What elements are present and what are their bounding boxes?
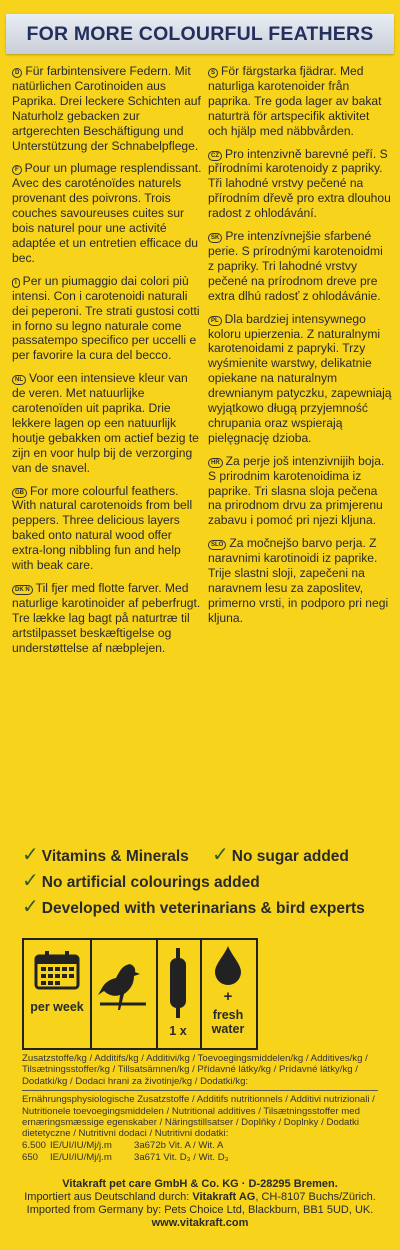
language-badge: D	[12, 68, 22, 78]
language-badge: PL	[208, 316, 222, 326]
import-ch-company: Vitakraft AG	[192, 1191, 256, 1203]
language-badge: CZ	[208, 151, 222, 161]
vitamin-row	[22, 1140, 378, 1152]
water-drop-icon	[213, 946, 243, 986]
check-label: Vitamins & Minerals	[41, 848, 189, 865]
description-text: Pre intenzívnejšie sfarbené perie. S prírodnými karotenoidmi z papriky. Tri lahodné vrstvy pečené na prírodnom dreve pre extra dlhú radosť z ohlodávánie.	[208, 229, 383, 303]
fresh-water-label: fresh water	[211, 1008, 245, 1036]
description-text: Za perje još intenzivnijih boja. S prirodnim karotenoidima iz paprike. Tri slasna sloja pečena na prirodnom drvu za primjerenu zabavu i pomoć pri njezi kljuna.	[208, 453, 385, 528]
description-text: Za močnejšo barvo perja. Z naravnimi karotinoidi iz paprike. Trije slastni sloji, zapečeni na naravnem lesu za zaposlitev, primerno vrsti, in podporo pri negi kljuna.	[208, 536, 389, 625]
description-text: Voor een intensieve kleur van de veren. Met natuurlijke carotenoïden uit paprika. Drie lekkere lagen op een natuurlijk houtje gebakken om actief bezig te zijn en voor hulp bij de verzorging van de snavel.	[12, 371, 199, 475]
description-text: For more colourful feathers. With natural carotenoids from bell peppers. Three delicious layers baked onto natural wood offer extra-long nibbling fun and help with beak care.	[12, 483, 193, 573]
text-block-sk	[208, 229, 392, 304]
description-text: Per un piumaggio dai colori più intensi. Con i carotenoidi naturali dei peperoni. Tre strati gustosi cotti in forno su legno naturale come passatempo specifico per uccelli e per favorire la cura del becco.	[12, 273, 200, 363]
description-text: Für farbintensivere Federn. Mit natürlichen Carotinoiden aus Paprika. Drei leckere Schichten auf Naturholz gebacken zur artgerechten Beschäftigung und Unterstützung der Schnabelpflege.	[12, 64, 201, 153]
language-badge: I	[12, 278, 20, 288]
vitamin-row	[22, 1152, 378, 1164]
language-badge: F	[12, 165, 22, 175]
left-column	[12, 64, 202, 664]
header-banner	[6, 14, 394, 54]
text-block-hr	[208, 454, 392, 529]
language-badge: SK	[208, 233, 222, 243]
bird-icon	[98, 958, 148, 1022]
text-block-slo	[208, 536, 392, 625]
cell-bird	[90, 940, 158, 1048]
feeding-icons-panel	[22, 938, 258, 1050]
nutritional-heading: Ernährungsphysiologische Zusatzstoffe / Additifs nutritionnels / Additivi nutrizionali / Nutritionele toevoegingsmiddelen / Nutritional additives / Tilsætningsstoffer med ernæringsmæssige egenskaber / Näringstillsatser / Doplňky / Doplnky / Dodatki dietetyczne / Nutritivni dodaci / Nutritivni dodatki:	[22, 1094, 375, 1140]
right-column	[208, 64, 392, 634]
text-block-nl	[12, 371, 202, 475]
stick-icon	[168, 948, 188, 1018]
vitamin-unit: IE/UI/IU/Mj/j.m	[50, 1151, 112, 1163]
check-no-colourings	[22, 868, 260, 893]
text-block-gb	[12, 484, 202, 573]
description-text: Pour un plumage resplendissant. Avec des caroténoïdes naturels provenant des poivrons. Trois couches savoureuses cuites sur bois naturel pour une activité adaptée et un entretien efficace du bec.	[12, 161, 202, 265]
checkmark-icon: ✓	[212, 844, 229, 866]
checkmark-icon: ✓	[22, 896, 39, 918]
description-text: Pro intenzivně barevné peří. S přírodními karotenoidy z papriky. Tři lahodné vrstvy pečené na přírodním dřevě pro extra dlouhou radost z ohlodávání.	[208, 146, 391, 221]
text-block-dk-n	[12, 581, 202, 656]
vitamin-code: 3a671 Vit. D₃ / Wit. D₃	[134, 1151, 229, 1163]
additives-section	[22, 1053, 378, 1164]
check-developed	[22, 894, 365, 919]
import-ch-suffix: , CH-8107 Buchs/Zürich.	[255, 1191, 376, 1203]
language-badge: HR	[208, 458, 223, 468]
language-badge: NL	[12, 375, 26, 385]
check-label: No artificial colourings added	[41, 874, 260, 891]
language-badge: DK N	[12, 585, 33, 595]
description-text: Dla bardziej intensywnego koloru upierzenia. Z naturalnymi karotenoidami z papryki. Trzy wyśmienite warstwy, delikatnie opiekane na naturalnym drewnianym patyczku, zapewniają wyjątkowo długą przyjemność chrupania oraz wspierają pielęgnację dzioba.	[208, 311, 392, 445]
vitamin-amount: 6.500	[22, 1139, 47, 1151]
checkmark-icon: ✓	[22, 844, 39, 866]
description-text: För färgstarka fjädrar. Med naturliga karotenoider från paprika. Tre goda lager av bakat naturträ för artspecifik aktivitet och hjälp med näbbvården.	[208, 64, 382, 138]
cell-water	[200, 940, 256, 1048]
plus-icon: +	[223, 988, 233, 1005]
calendar-icon	[34, 950, 80, 990]
language-badge: SLO	[208, 540, 226, 550]
description-text: Til fjer med flotte farver. Med naturlige karotinoider af peberfrugt. Tre lække lag bagt på naturtræ til artstilpasset beskæftigelse og understøttelse af næbplejen.	[12, 581, 201, 655]
check-label: No sugar added	[231, 848, 349, 865]
vitamin-code: 3a672b Vit. A / Wit. A	[134, 1139, 224, 1151]
import-uk-line: Imported from Germany by: Pets Choice Ltd, Blackburn, BB1 5UD, UK.	[26, 1204, 374, 1216]
manufacturer-footer	[0, 1178, 400, 1230]
vitamin-amount: 650	[22, 1151, 39, 1163]
language-badge: GB	[12, 488, 27, 498]
vitamin-unit: IE/UI/IU/Mj/j.m	[50, 1139, 112, 1151]
cell-calendar	[24, 940, 92, 1048]
text-block-fr	[12, 161, 202, 265]
quantity-label: 1 x	[169, 1024, 187, 1038]
check-no-sugar	[212, 842, 349, 867]
company-line: Vitakraft pet care GmbH & Co. KG · D-28295 Bremen.	[62, 1178, 338, 1190]
text-block-de	[12, 64, 202, 153]
import-ch-line	[0, 1191, 400, 1204]
text-block-pl	[208, 312, 392, 446]
text-block-se	[208, 64, 392, 139]
additives-heading: Zusatzstoffe/kg / Additifs/kg / Additivi/kg / Toevoegingsmiddelen/kg / Additives/kg / Tilsætningsstoffer/kg / Tillsatsämnen/kg / Přídavné látky/kg / Prídavné látky/kg / Dodatki/kg / Dodaci hrani za životinje/kg / Dodatki/kg:	[22, 1053, 368, 1087]
import-ch-prefix: Importiert aus Deutschland durch:	[24, 1191, 193, 1203]
checkmark-icon: ✓	[22, 870, 39, 892]
divider	[22, 1090, 378, 1091]
website-link[interactable]: www.vitakraft.com	[151, 1217, 249, 1229]
check-vitamins	[22, 842, 189, 867]
header-title: FOR MORE COLOURFUL FEATHERS	[26, 23, 374, 45]
cell-stick	[156, 940, 202, 1048]
text-block-it	[12, 274, 202, 363]
text-block-cz	[208, 147, 392, 222]
per-week-label: per week	[30, 1000, 84, 1014]
check-label: Developed with veterinarians & bird experts	[41, 900, 365, 917]
language-badge: S	[208, 68, 218, 78]
